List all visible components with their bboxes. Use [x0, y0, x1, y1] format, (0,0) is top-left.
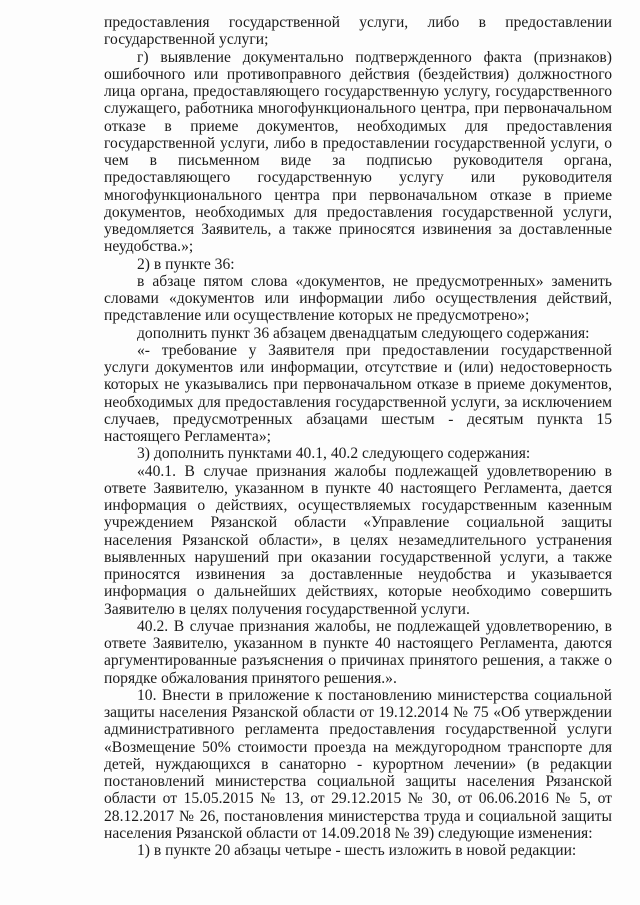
paragraph-requirement-quote: «- требование у Заявителя при предоставлении государственной услуги документов или информации, отсутствие и (или) недостоверность которых не указывались при первоначальном отказе в приеме документов, необходимых для предоставления государственной услуги, за исключением случаев, предусмотренных абзацами шестым - десятым пункта 15 настоящего Регламента»; — [104, 341, 612, 445]
paragraph-40-1: «40.1. В случае признания жалобы подлежащей удовлетворению в ответе Заявителю, указанном в пункте 40 настоящего Регламента, дается информация о действиях, осуществляемых государственным казенным учреждением Рязанской области «Управление социальной защиты населения Рязанской области», в целях незамедлительного устранения выявленных нарушений при оказании государственной услуги, а также приносятся извинения за доставленные неудобства и указывается информация о дальнейших действиях, которые необходимо совершить Заявителю в целях получения государственной услуги. — [104, 462, 612, 618]
paragraph-item-1-point-20: 1) в пункте 20 абзацы четыре - шесть изложить в новой редакции: — [137, 842, 577, 859]
paragraph-continuation: предоставления государственной услуги, либо в предоставлении государственной услуги; — [104, 14, 612, 49]
paragraph-40-2: 40.2. В случае признания жалобы, не подлежащей удовлетворению, в ответе Заявителю, указанном в пункте 40 настоящего Регламента, даются аргументированные разъяснения о причинах принятого решения, а также о порядке обжалования принятого решения.». — [104, 617, 612, 687]
document-body — [104, 14, 612, 859]
paragraph-item-10: 10. Внести в приложение к постановлению министерства социальной защиты населения Рязанской области от 19.12.2014 № 75 «Об утверждении административного регламента предоставления государственной услуги «Возмещение 50% стоимости проезда на междугородном транспорте для детей, нуждающихся в санаторно - курортном лечении» (в редакции постановлений министерства социальной защиты населения Рязанской области от 15.05.2015 № 13, от 29.12.2015 № 30, от 06.06.2016 № 5, от 28.12.2017 № 26, постановления министерства труда и социальной защиты населения Рязанской области от 14.09.2018 № 39) следующие изменения: — [104, 686, 612, 842]
paragraph-item-2: 2) в пункте 36: — [137, 255, 235, 273]
paragraph-item-3: 3) дополнить пунктами 40.1, 40.2 следующего содержания: — [137, 445, 531, 463]
paragraph-add-abzac-12: дополнить пункт 36 абзацем двенадцатым следующего содержания: — [137, 324, 590, 342]
paragraph-abzac-5: в абзаце пятом слова «документов, не предусмотренных» заменить словами «документов или информации либо осуществления действий, представление или осуществление которых не предусмотрено»; — [104, 272, 612, 325]
paragraph-item-g: г) выявление документально подтвержденного факта (признаков) ошибочного или противоправного действия (бездействия) должностного лица органа, предоставляющего государственную услугу, государственного служащего, работника многофункционального центра, при первоначальном отказе в приеме документов, необходимых для предоставления государственной услуги, либо в предоставлении государственной услуги, о чем в письменном виде за подписью руководителя органа, предоставляющего государственную услугу или руководителя многофункционального центра при первоначальном отказе в приеме документов, необходимых для предоставления государственной услуги, уведомляется Заявитель, а также приносятся извинения за доставленные неудобства.»; — [104, 48, 612, 256]
